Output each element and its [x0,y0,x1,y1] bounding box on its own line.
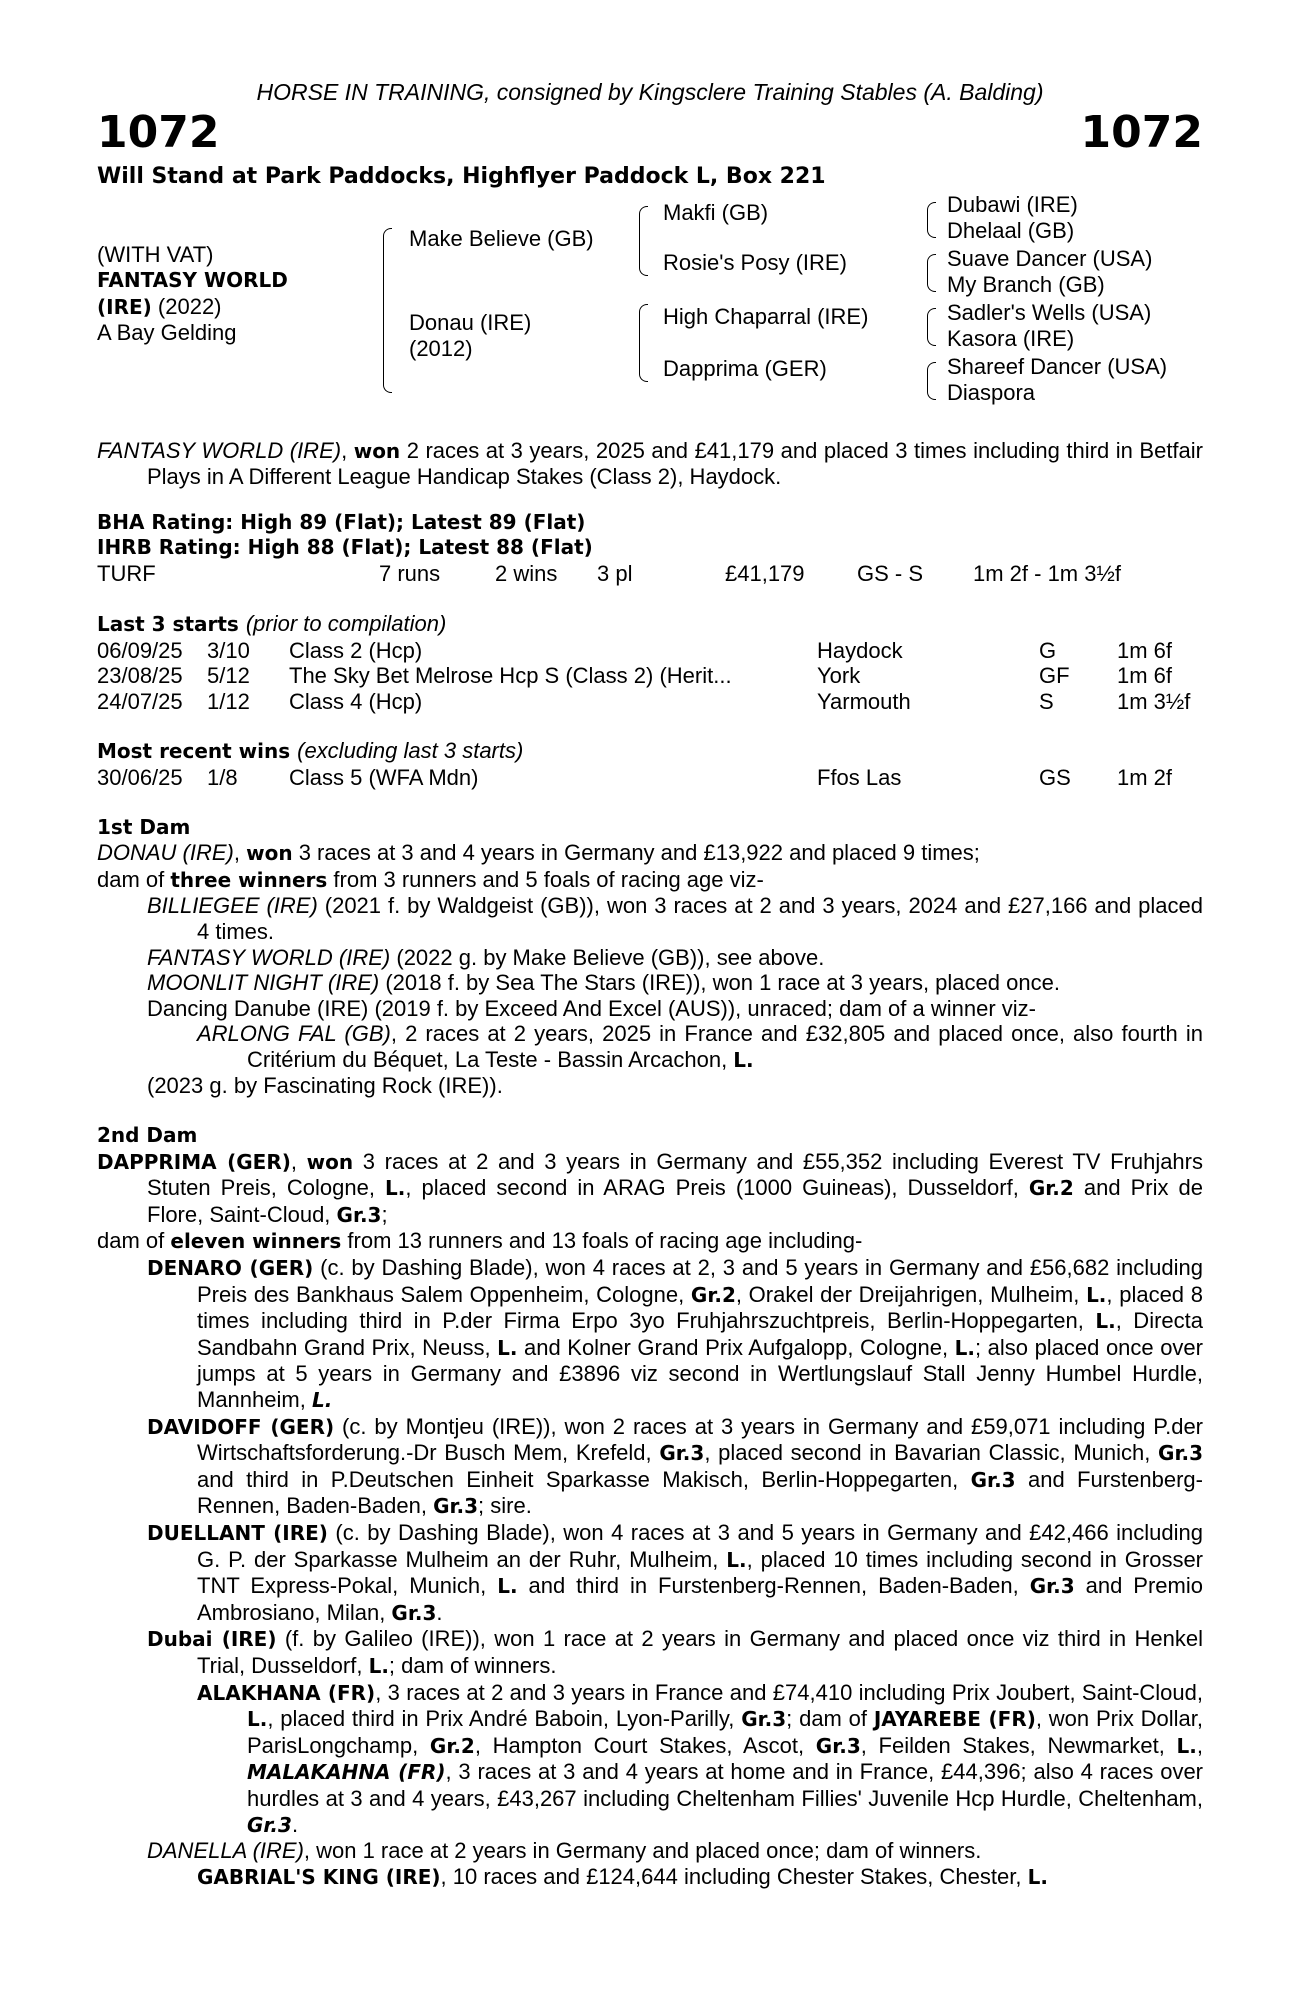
produce-dubai: Dubai (IRE) (f. by Galileo (IRE)), won 1 race at 2 years in Germany and placed once viz third in Henkel Trial, Dusseldorf, L.; dam of winners. [147,1626,1203,1678]
race-race: The Sky Bet Melrose Hcp S (Class 2) (Herit... [289,663,732,689]
horse-name-line2 [97,294,222,321]
turf-placed: 3 pl [597,560,633,586]
horse-sex: A Bay Gelding [97,319,237,345]
race-row [97,689,1203,715]
sire-sire: Makfi (GB) [663,199,769,225]
horse-country: (IRE) [97,294,152,319]
turf-summary-row [97,561,1203,587]
second-dam-produce-intro: dam of eleven winners from 13 runners and 13 foals of racing age including- [97,1228,863,1254]
pedigree-table [97,192,1203,420]
consignment-line: HORSE IN TRAINING, consigned by Kingsclere Training Stables (A. Balding) [256,79,1044,105]
produce-davidoff: DAVIDOFF (GER) (c. by Montjeu (IRE)), won 2 races at 3 years in Germany and £59,071 including P.der Wirtschaftsforderung.-Dr Busch Mem, Krefeld, Gr.3, placed second in Bavarian Classic, Munich, Gr.3 and third in P.Deutschen Einheit Sparkasse Makisch, Berlin-Hoppegarten, Gr.3 and Furstenberg-Rennen, Baden-Baden, Gr.3; sire. [147,1413,1204,1519]
race-going: S [1039,688,1054,714]
turf-going: GS - S [857,560,924,586]
race-course: York [817,663,861,689]
race-pos: 1/12 [207,688,250,714]
race-dist: 1m 2f [1117,764,1173,790]
race-going: G [1039,637,1057,663]
catalogue-page [97,78,1203,1890]
lot-number-left: 1072 [97,107,220,158]
produce-moonlit-night: MOONLIT NIGHT (IRE) (2018 f. by Sea The Stars (IRE)), won 1 race at 3 years, placed once. [147,970,1060,996]
recent-wins-rows [97,765,1203,791]
produce-alakhana: ALAKHANA (FR), 3 races at 2 and 3 years in France and £74,410 including Prix Joubert, Saint-Cloud, L., placed third in Prix André Baboin, Lyon-Parilly, Gr.3; dam of JAYAREBE (FR), won Prix Dollar, ParisLongchamp, Gr.2, Hampton Court Stakes, Ascot, Gr.3, Feilden Stakes, Newmarket, L., MALAKAHNA (FR), 3 races at 3 and 4 years at home and in France, £44,396; also 4 races over hurdles at 3 and 4 years, £43,267 including Cheltenham Fillies' Juvenile Hcp Hurdle, Cheltenham, Gr.3. [197,1679,1204,1837]
race-race: Class 2 (Hcp) [289,637,423,663]
first-dam-produce-intro: dam of three winners from 3 runners and 5 foals of racing age viz- [97,866,764,892]
lot-number-row [97,108,1203,158]
race-dist: 1m 3½f [1117,688,1191,714]
produce-duellant: DUELLANT (IRE) (c. by Dashing Blade), won 4 races at 3 and 5 years in Germany and £42,466 including G. P. der Sparkasse Mulheim an der Ruhr, Mulheim, L., placed 10 times including second in Grosser TNT Express-Pokal, Munich, L. and third in Furstenberg-Rennen, Baden-Baden, Gr.3 and Premio Ambrosiano, Milan, Gr.3. [147,1519,1204,1625]
produce-fantasy-world: FANTASY WORLD (IRE) (2022 g. by Make Believe (GB)), see above. [147,944,825,970]
second-dam-section [97,1123,1203,1890]
turf-runs: 7 runs [379,560,441,586]
second-dam-summary: DAPPRIMA (GER), won 3 races at 2 and 3 years in Germany and £55,352 including Everest TV Fruhjahrs Stuten Preis, Cologne, L., placed second in ARAG Preis (1000 Guineas), Dusseldorf, Gr.2 and Prix de Flore, Saint-Cloud, Gr.3; [97,1148,1203,1227]
turf-label: TURF [97,560,156,586]
race-course: Yarmouth [817,688,911,714]
dam-dam-sire: Shareef Dancer (USA) [947,353,1168,379]
race-row [97,663,1203,689]
dam-sire: High Chaparral (IRE) [663,303,869,329]
race-course: Ffos Las [817,764,902,790]
race-date: 30/06/25 [97,764,183,790]
sire-sire-dam: Dhelaal (GB) [947,217,1075,243]
vat-note: (WITH VAT) [97,241,214,267]
sire-sire-sire: Dubawi (IRE) [947,191,1078,217]
produce-arlong-fal: ARLONG FAL (GB), 2 races at 2 years, 2025 in France and £32,805 and placed once, also fourth in Critérium du Béquet, La Teste - Bassin Arcachon, L. [197,1021,1203,1072]
race-pos: 1/8 [207,764,238,790]
race-going: GF [1039,663,1070,689]
stand-location: Will Stand at Park Paddocks, Highflyer Paddock L, Box 221 [97,164,826,189]
race-date: 23/08/25 [97,663,183,689]
dam-sire-dam: Kasora (IRE) [947,325,1075,351]
race-pos: 5/12 [207,663,250,689]
brace-sire-dam [383,228,392,393]
race-pos: 3/10 [207,637,250,663]
dam-sire-sire: Sadler's Wells (USA) [947,299,1152,325]
first-dam-summary: DONAU (IRE), won 3 races at 3 and 4 years in Germany and £13,922 and placed 9 times; [97,840,980,866]
race-race: Class 5 (WFA Mdn) [289,764,479,790]
produce-2023-gelding: (2023 g. by Fascinating Rock (IRE)). [147,1073,503,1099]
horse-year: (2022) [151,293,222,319]
brace-sire-parents [639,206,648,276]
sire-dam-sire: Suave Dancer (USA) [947,245,1153,271]
last-3-rows [97,638,1203,715]
horse-summary-name: FANTASY WORLD (IRE) [97,437,342,463]
horse-name: FANTASY WORLD [97,267,288,292]
dam-dam: Dapprima (GER) [663,355,827,381]
produce-denaro: DENARO (GER) (c. by Dashing Blade), won 4 races at 2, 3 and 5 years in Germany and £56,682 including Preis des Bankhaus Salem Oppenheim, Cologne, Gr.2, Orakel der Dreijahrigen, Mulheim, L., placed 8 times including third in P.der Firma Erpo 3yo Fruhjahrszuchtpreis, Berlin-Hoppegarten, L., Directa Sandbahn Grand Prix, Neuss, L. and Kolner Grand Prix Aufgalopp, Cologne, L.; also placed once over jumps at 5 years in Germany and £3896 viz second in Wertlungslauf Stall Jenny Humbel Hurdle, Mannheim, L. [147,1255,1204,1412]
race-dist: 1m 6f [1117,637,1173,663]
brace-g3-2 [927,254,936,292]
turf-prize: £41,179 [725,560,805,586]
bha-rating: BHA Rating: High 89 (Flat); Latest 89 (Flat) [97,509,586,534]
last-3-starts [97,611,1203,714]
dam-dam-dam: Diaspora [947,379,1036,405]
lot-number-right: 1072 [1080,107,1203,158]
recent-wins-heading: Most recent wins (excluding last 3 starts) [97,738,524,764]
sire-dam-dam: My Branch (GB) [947,271,1105,297]
ratings-block [97,510,1203,587]
brace-g3-4 [927,362,936,400]
race-row [97,638,1203,664]
ihrb-rating: IHRB Rating: High 88 (Flat); Latest 88 (Flat) [97,535,593,560]
last-3-heading: Last 3 starts (prior to compilation) [97,610,447,636]
produce-dancing-danube: Dancing Danube (IRE) (2019 f. by Exceed And Excel (AUS)), unraced; dam of a winner viz- [147,995,1036,1021]
turf-wins: 2 wins [495,560,558,586]
race-dist: 1m 6f [1117,663,1173,689]
most-recent-wins [97,738,1203,790]
second-dam-heading: 2nd Dam [97,1123,198,1148]
brace-g3-1 [927,202,936,238]
produce-gabrials-king: GABRIAL'S KING (IRE), 10 races and £124,644 including Chester Stakes, Chester, L. [197,1863,1048,1889]
brace-g3-3 [927,308,936,346]
won-word: won [353,438,401,463]
first-dam-heading: 1st Dam [97,814,191,839]
race-course: Haydock [817,637,903,663]
horse-summary: FANTASY WORLD (IRE), won 2 races at 3 years, 2025 and £41,179 and placed 3 times including third in Betfair Plays in A Different League Handicap Stakes (Class 2), Haydock. [97,437,1203,490]
race-row [97,765,1203,791]
produce-danella: DANELLA (IRE), won 1 race at 2 years in Germany and placed once; dam of winners. [147,1838,982,1864]
sire-dam: Rosie's Posy (IRE) [663,249,847,275]
race-going: GS [1039,764,1071,790]
race-date: 06/09/25 [97,637,183,663]
dam-name: Donau (IRE) [409,309,532,335]
first-dam-section [97,815,1203,1100]
sire-name: Make Believe (GB) [409,225,594,251]
horse-summary-text: 2 races at 3 years, 2025 and £41,179 and placed 3 times including third in Betfair Plays in A Different League Handicap Stakes (Class 2), Haydock. [147,437,1203,490]
produce-billiegee: BILLIEGEE (IRE) (2021 f. by Waldgeist (GB)), won 3 races at 2 and 3 years, 2024 and £27,166 and placed 4 times. [147,893,1203,944]
race-race: Class 4 (Hcp) [289,688,423,714]
turf-distance: 1m 2f - 1m 3½f [973,560,1121,586]
race-date: 24/07/25 [97,688,183,714]
dam-year: (2012) [409,335,473,361]
brace-dam-parents [639,304,648,382]
